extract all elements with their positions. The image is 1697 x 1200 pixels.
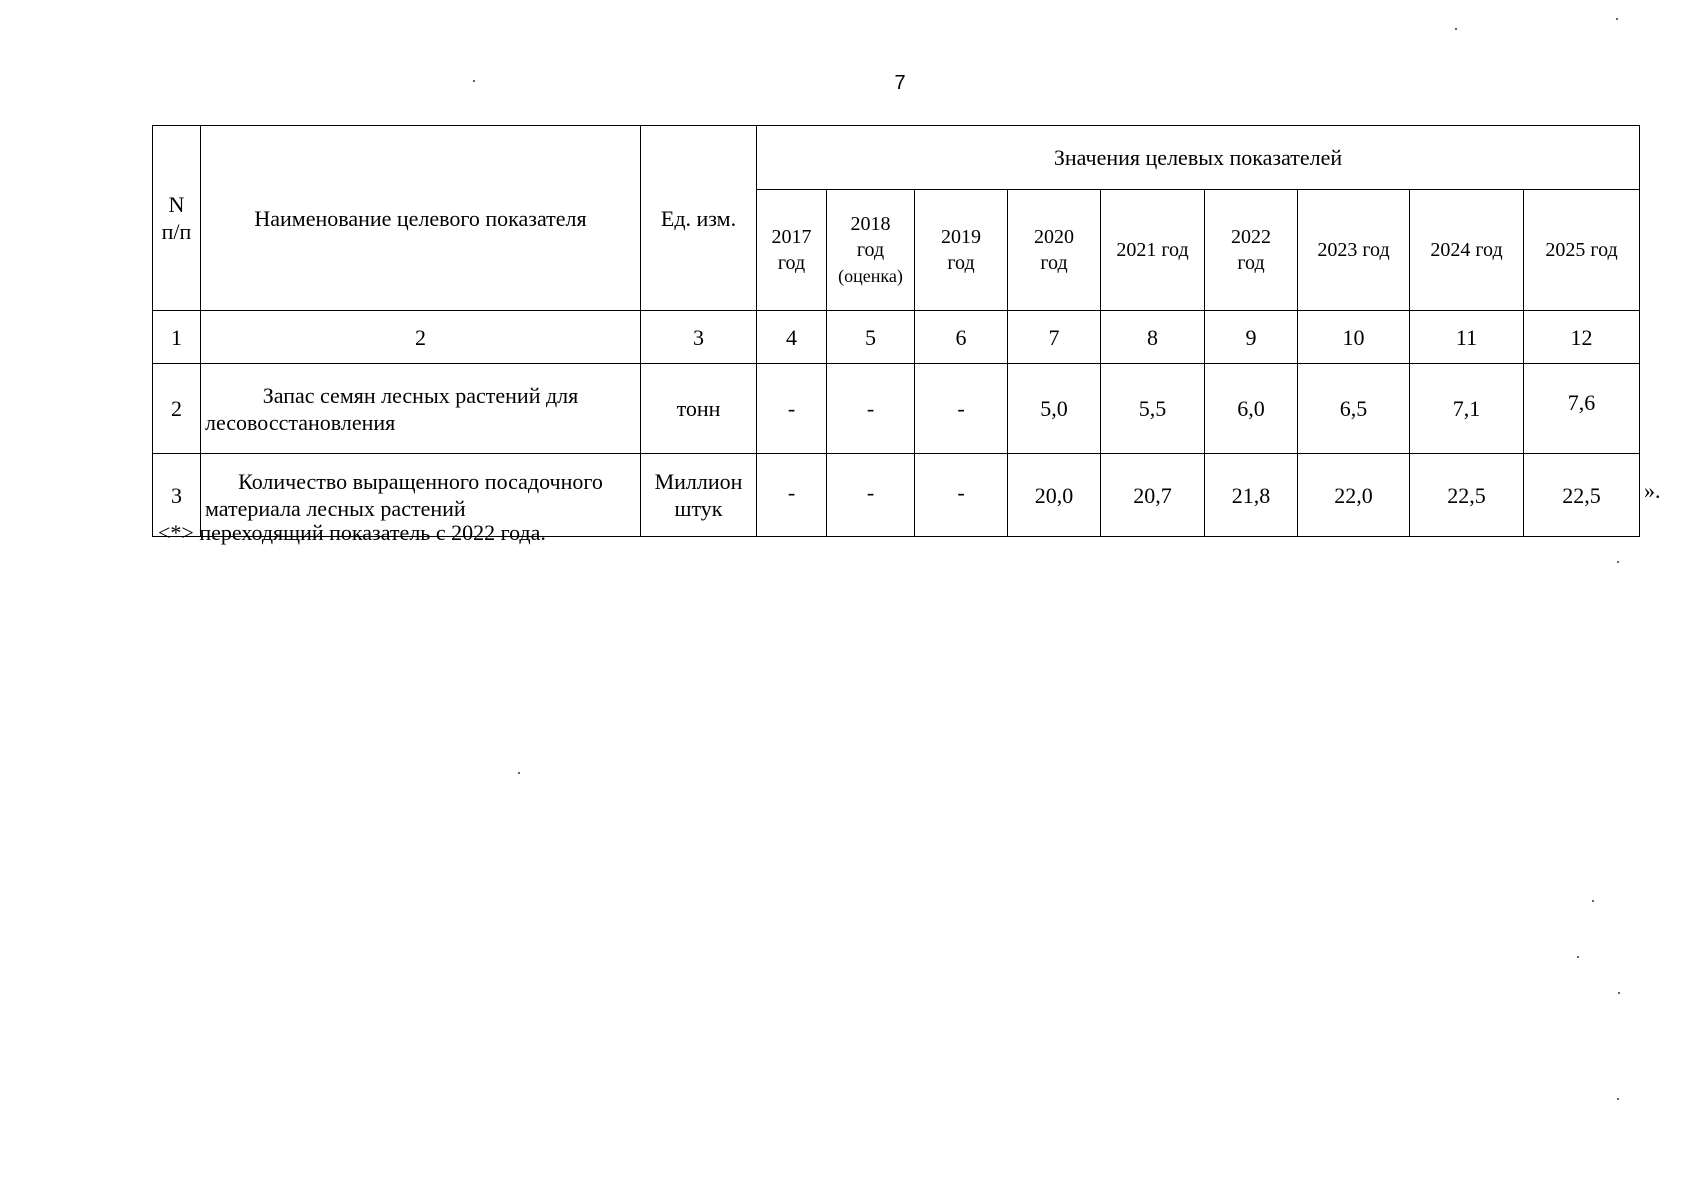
value-2019: - [915, 364, 1008, 454]
table-header-row [153, 126, 1640, 190]
scan-speck [1617, 1098, 1619, 1100]
closing-quote-mark: ». [1644, 478, 1661, 503]
value-2019: - [915, 454, 1008, 537]
header-year-2020: 2020 год [1008, 190, 1101, 311]
value-2021: 20,7 [1101, 454, 1205, 537]
column-number: 1 [153, 311, 201, 364]
column-number: 3 [641, 311, 757, 364]
value-2020: 20,0 [1008, 454, 1101, 537]
header-year-2018: 2018 год (оценка) [827, 190, 915, 311]
scan-speck [473, 80, 475, 82]
header-year-2025: 2025 год [1524, 190, 1640, 311]
header-year-2017: 2017 год [757, 190, 827, 311]
row-num: 3 [153, 454, 201, 537]
column-number: 11 [1410, 311, 1524, 364]
value-2018: - [827, 454, 915, 537]
value-2022: 21,8 [1205, 454, 1298, 537]
column-number: 4 [757, 311, 827, 364]
scan-speck [1592, 900, 1594, 902]
value-2018: - [827, 364, 915, 454]
scan-speck [518, 772, 520, 774]
header-unit: Ед. изм. [641, 126, 757, 311]
row-unit: тонн [641, 364, 757, 454]
scan-speck [1455, 28, 1457, 30]
value-2024: 22,5 [1410, 454, 1524, 537]
row-indicator-name: Количество выращенного посадочного материала лесных растений [201, 454, 641, 537]
column-number: 10 [1298, 311, 1410, 364]
column-number: 8 [1101, 311, 1205, 364]
header-year-2019: 2019 год [915, 190, 1008, 311]
value-2022: 6,0 [1205, 364, 1298, 454]
value-2023: 22,0 [1298, 454, 1410, 537]
value-2023: 6,5 [1298, 364, 1410, 454]
column-number: 12 [1524, 311, 1640, 364]
header-year-2023: 2023 год [1298, 190, 1410, 311]
value-2020: 5,0 [1008, 364, 1101, 454]
header-year-2022: 2022 год [1205, 190, 1298, 311]
column-number: 6 [915, 311, 1008, 364]
value-2017: - [757, 364, 827, 454]
column-number: 2 [201, 311, 641, 364]
column-numbers-row [153, 311, 1640, 364]
value-2025: 22,5 [1524, 454, 1640, 537]
target-indicators-table [152, 125, 1640, 537]
value-2025: 7,6 [1524, 364, 1640, 454]
footnote: <*> переходящий показатель с 2022 года. [158, 520, 546, 545]
scan-speck [1617, 561, 1619, 563]
row-unit: Миллион штук [641, 454, 757, 537]
header-num: N п/п [153, 126, 201, 311]
page-number: 7 [894, 72, 906, 94]
scan-speck [1618, 992, 1620, 994]
column-number: 7 [1008, 311, 1101, 364]
scan-speck [1616, 18, 1618, 20]
header-year-2024: 2024 год [1410, 190, 1524, 311]
table-row [153, 364, 1640, 454]
column-number: 9 [1205, 311, 1298, 364]
header-values-group: Значения целевых показателей [757, 126, 1640, 190]
row-num: 2 [153, 364, 201, 454]
value-2024: 7,1 [1410, 364, 1524, 454]
header-name: Наименование целевого показателя [201, 126, 641, 311]
header-year-2021: 2021 год [1101, 190, 1205, 311]
row-indicator-name: Запас семян лесных растений для лесовосстановления [201, 364, 641, 454]
value-2017: - [757, 454, 827, 537]
column-number: 5 [827, 311, 915, 364]
scan-speck [1577, 956, 1579, 958]
value-2021: 5,5 [1101, 364, 1205, 454]
